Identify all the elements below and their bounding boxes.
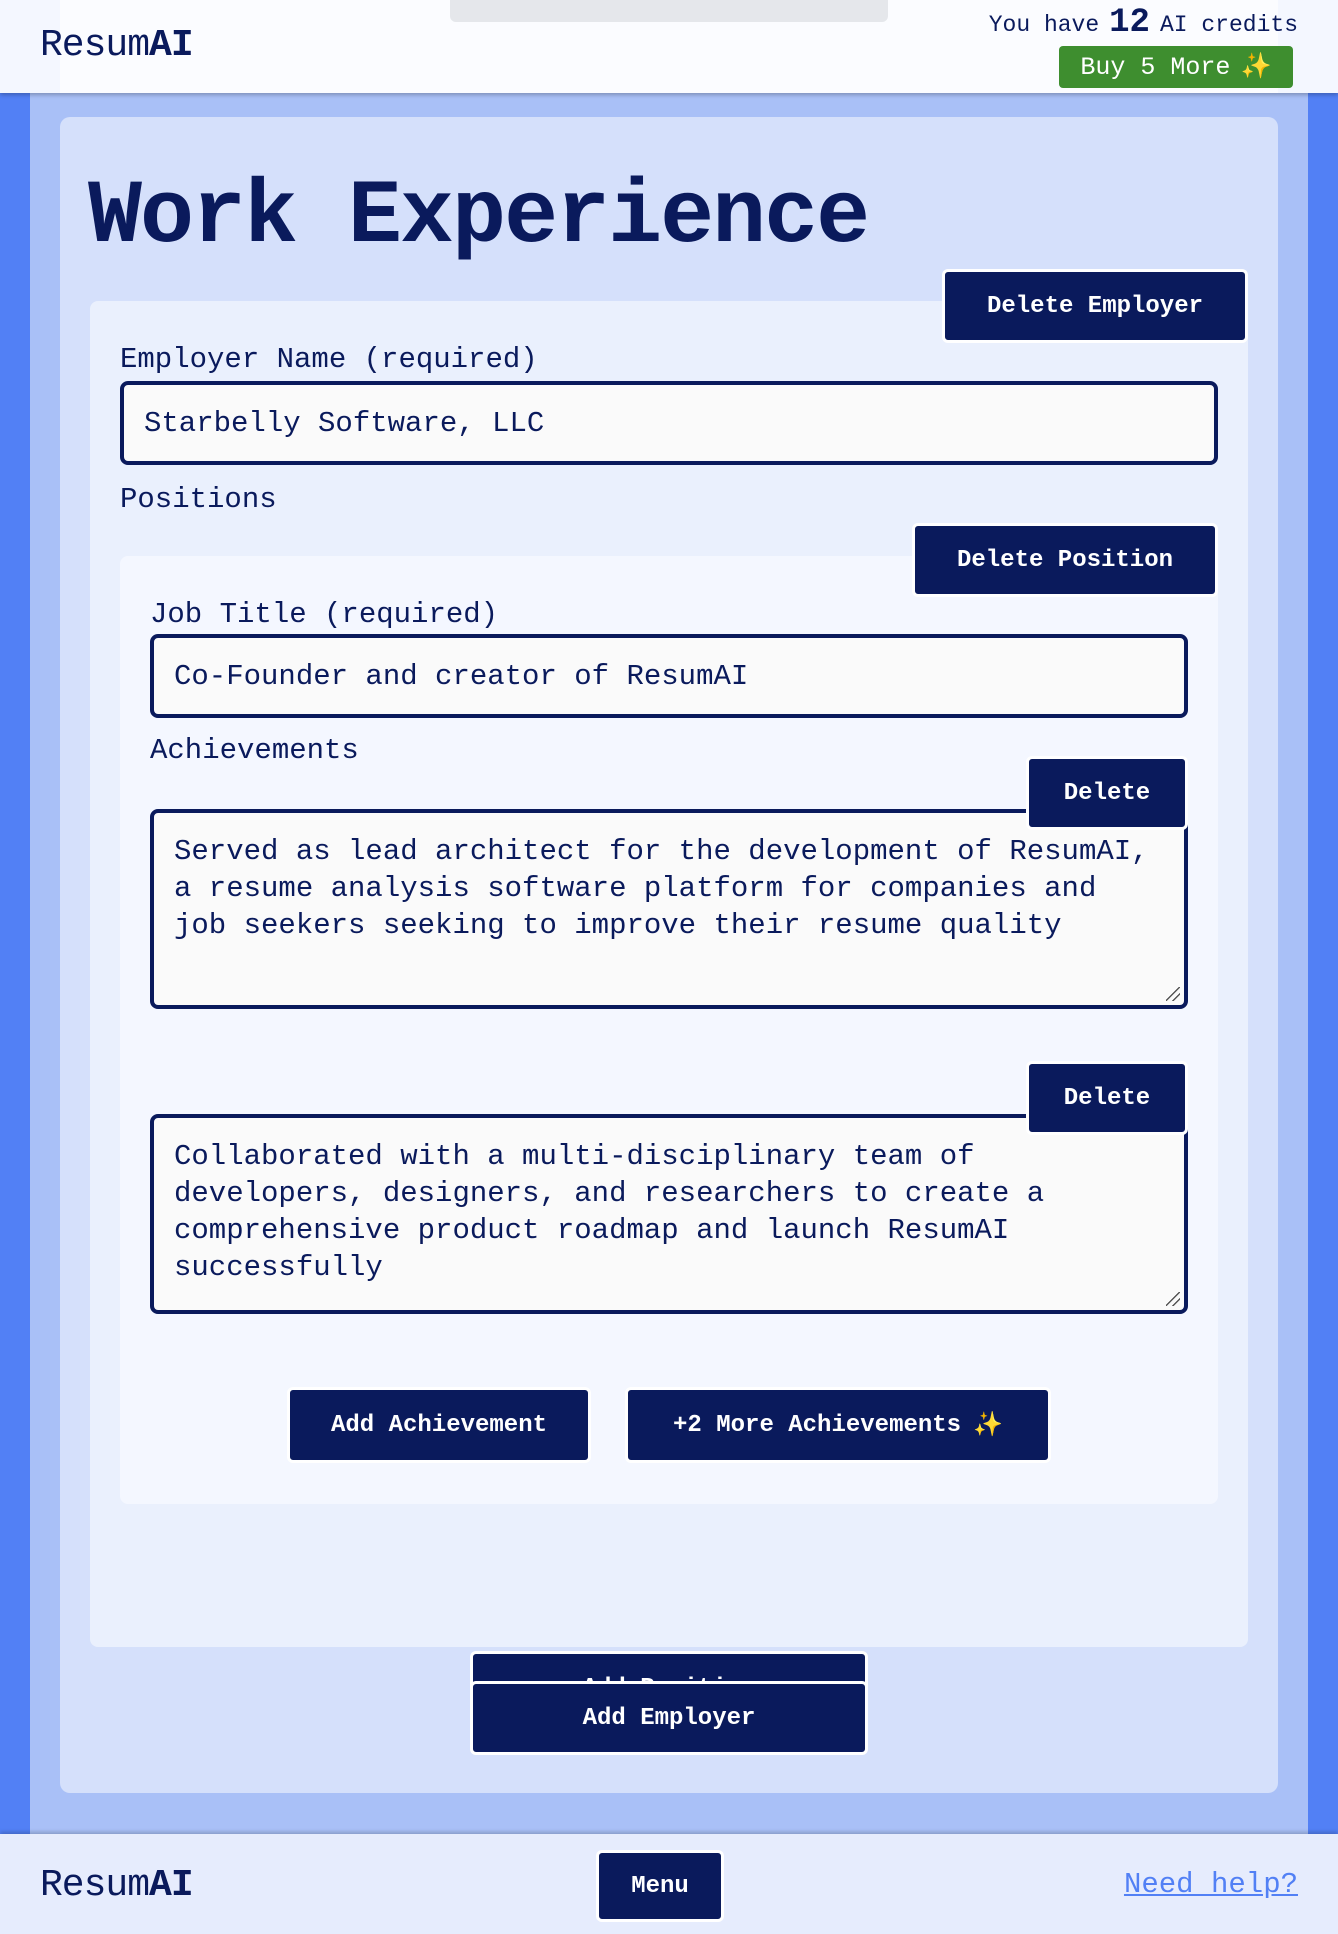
positions-label: Positions <box>120 483 277 516</box>
app-logo[interactable] <box>40 24 193 67</box>
resize-handle-icon[interactable] <box>1166 987 1180 1001</box>
delete-achievement-button[interactable]: Delete <box>1026 756 1188 830</box>
delete-position-button[interactable]: Delete Position <box>912 523 1218 597</box>
need-help-link[interactable]: Need help? <box>1123 1868 1298 1901</box>
bottom-footer <box>0 1834 1338 1934</box>
credits-count: 12 <box>1109 4 1150 42</box>
ai-credits-status <box>989 4 1298 42</box>
menu-button[interactable]: Menu <box>596 1850 724 1922</box>
buy-credits-label: Buy 5 More <box>1080 52 1231 82</box>
employer-name-input[interactable]: Starbelly Software, LLC <box>120 381 1218 465</box>
job-title-label: Job Title (required) <box>150 598 499 631</box>
logo-text-bold: AI <box>149 1864 193 1907</box>
add-achievement-button[interactable]: Add Achievement <box>287 1387 591 1463</box>
footer-logo[interactable] <box>40 1864 193 1907</box>
more-achievements-button[interactable] <box>625 1387 1051 1463</box>
employer-name-label: Employer Name (required) <box>120 343 538 376</box>
job-title-input[interactable]: Co-Founder and creator of ResumAI <box>150 634 1188 718</box>
employer-section <box>90 292 1248 1647</box>
work-experience-card <box>60 117 1278 1793</box>
top-header <box>0 0 1338 93</box>
achievement-textarea[interactable]: Collaborated with a multi-disciplinary team of developers, designers, and researchers to create a comprehensive product roadmap and launch ResumAI successfully <box>150 1114 1188 1314</box>
page-title: Work Experience <box>88 167 869 269</box>
delete-employer-button[interactable]: Delete Employer <box>942 269 1248 343</box>
logo-text-plain: Resum <box>40 24 150 67</box>
buy-credits-button[interactable] <box>1059 46 1293 88</box>
resize-handle-icon[interactable] <box>1166 1292 1180 1306</box>
logo-text-bold: AI <box>149 24 193 67</box>
sparkle-icon: ✨ <box>1240 53 1272 82</box>
more-achievements-label: +2 More Achievements <box>673 1411 962 1439</box>
delete-achievement-button[interactable]: Delete <box>1026 1061 1188 1135</box>
achievements-label: Achievements <box>150 734 359 767</box>
header-tab-stub <box>450 0 888 22</box>
achievement-textarea[interactable]: Served as lead architect for the development of ResumAI, a resume analysis software platform for companies and job seekers seeking to improve their resume quality <box>150 809 1188 1009</box>
credits-prefix: You have <box>988 12 1100 38</box>
credits-suffix: AI credits <box>1159 12 1298 38</box>
add-employer-button[interactable]: Add Employer <box>470 1681 868 1755</box>
position-section <box>120 546 1218 1504</box>
sparkle-icon: ✨ <box>973 1413 1003 1440</box>
logo-text-plain: Resum <box>40 1864 150 1907</box>
